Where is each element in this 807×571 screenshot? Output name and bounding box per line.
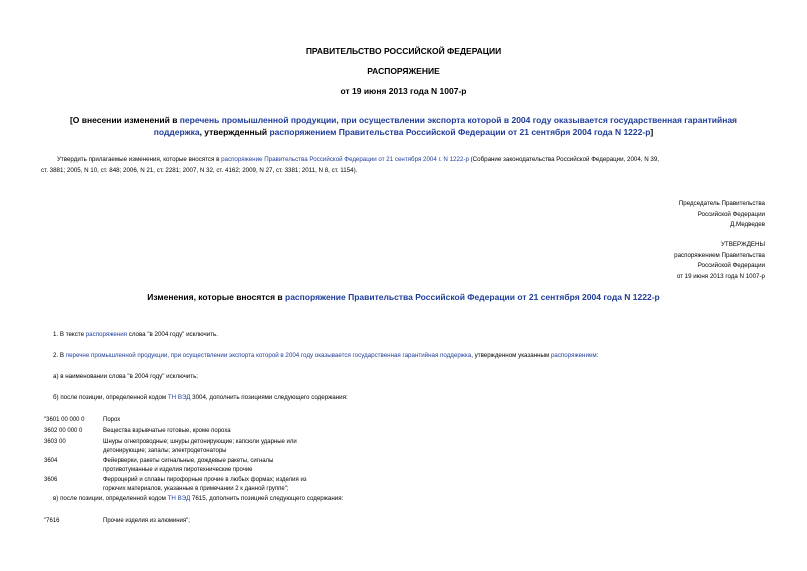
item-a: а) в наименовании слова "в 2004 году" исключить; [53,373,199,380]
item-b-link[interactable]: ТН ВЭД [167,394,191,401]
document-title: [О внесении изменений в перечень промышленной продукции, при осуществлении экспорта которой в 2004 году оказывается государственная гарантийная поддержка, утвержденный распоряжением Правительства Российской Федерации от 21 сентября 2004 года N 1222-р] [69,115,738,137]
item-1: 1. В тексте распоряжения слова "в 2004 году" исключить. [53,331,218,338]
title-link-order[interactable]: распоряжением Правительства Российской Федерации от 21 сентября 2004 года N 1222-р [269,127,651,137]
item-2: 2. В перечне промышленной продукции, при осуществлении экспорта которой в 2004 году оказывается государственная гарантийная поддержка, утвержденном указанным распоряжением: [53,352,599,359]
intro-paragraph-line2: ст. 3881; 2005, N 10, ст. 848; 2006, N 21, ст. 2281; 2007, N 32, ст. 4162; 2009, N 27, ст. 3381; 2011, N 8, ст. 1154). [41,167,358,174]
item-2-link-list[interactable]: перечне промышленной продукции, при осуществлении экспорта которой в 2004 году оказывается государственная гарантийная поддержка [65,352,472,359]
header-government: ПРАВИТЕЛЬСТВО РОССИЙСКОЙ ФЕДЕРАЦИИ [305,46,502,56]
approved-block: УТВЕРЖДЕНЫ распоряжением Правительства Российской Федерации от 19 июня 2013 года N 1007-р [674,241,765,280]
signature-block: Председатель Правительства Российской Федерации Д.Медведев [678,200,765,228]
changes-title-link[interactable]: распоряжение Правительства Российской Федерации от 21 сентября 2004 года N 1222-р [285,292,660,302]
item-b: б) после позиции, определенной кодом ТН ВЭД 3004, дополнить позициями следующего содержания: [53,394,348,401]
item-2-link-order[interactable]: распоряжением [550,352,597,359]
item-v-link[interactable]: ТН ВЭД [167,495,191,502]
intro-paragraph: Утвердить прилагаемые изменения, которые вносятся в распоряжение Правительства Российской Федерации от 21 сентября 2004 г. N 1222-р (Собрание законодательства Российской Федерации, 2004, N 39, [57,156,660,163]
item-v: в) после позиции, определенной кодом ТН ВЭД 7615, дополнить позицией следующего содержания: [53,495,344,502]
header-date: от 19 июня 2013 года N 1007-р [340,86,467,96]
header-doc-type: РАСПОРЯЖЕНИЕ [367,66,440,76]
changes-title: Изменения, которые вносятся в распоряжение Правительства Российской Федерации от 21 сентября 2004 года N 1222-р [147,292,660,302]
intro-link[interactable]: распоряжение Правительства Российской Федерации от 21 сентября 2004 г. N 1222-р [221,156,469,163]
title-link-list[interactable]: перечень промышленной продукции, при осуществлении экспорта которой в 2004 году оказывается государственная гарантийная [179,115,738,125]
title-link-list-2[interactable]: поддержка [153,127,200,137]
item-1-link[interactable]: распоряжения [85,331,128,338]
